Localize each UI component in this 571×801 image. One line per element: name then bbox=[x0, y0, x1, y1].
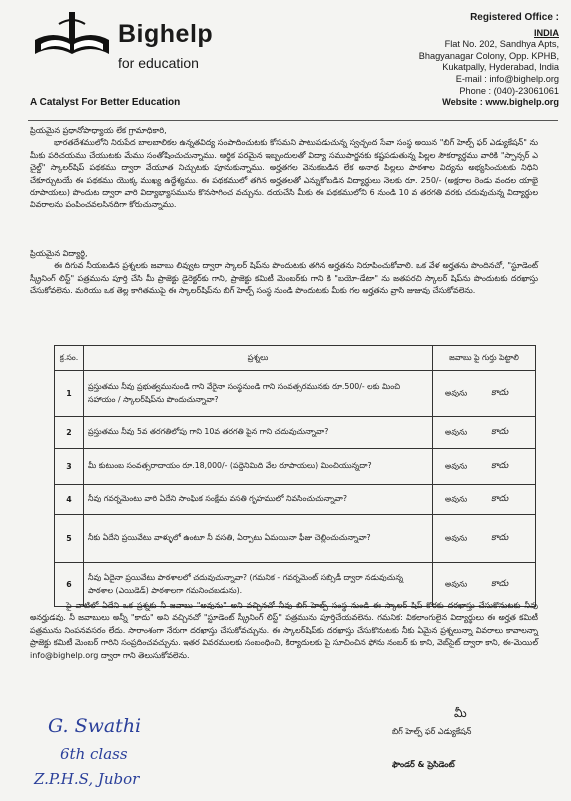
row-number: 5 bbox=[55, 515, 84, 563]
salutation-headmaster: ప్రియమైన ప్రధానోపాధ్యాయ లేక గ్రామాధికారి, bbox=[30, 126, 167, 135]
answer-mark: కాదు bbox=[491, 493, 509, 504]
office-address-block bbox=[329, 12, 559, 109]
table-row bbox=[55, 515, 536, 563]
answer-yes: అవును bbox=[445, 388, 468, 397]
answer-yes: అవును bbox=[445, 461, 468, 470]
intro-paragraph: భారతదేశములోని నిరుపేద బాలబాలికల ఉన్నతవిద్య సంపాదించుటకు కోసమని పాటుపడుచున్న స్వచ్ఛంద సేవా సంస్థ అయిన "బిగ్ హెల్ప్ ఫర్ ఎడ్యుకేషన్" ను మీకు పరిచయము చేయుటకు మేము సంతోషించుచున్నాము. ఆర్థిక పరమైన ఇబ్బందులతో విద్యా సముపార్జనకు కష్టపడుతున్న పిల్లల సౌకర్యార్థము వారికి "స్పాన్సర్ ఎ చైల్డ్" స్కాలర్‌షిప్ పథకము ద్వారా వేయూత నిచ్చుటకు పూనుకున్నాము. అర్హతగల వెనుకబడిన లేక అనాథ పిల్లలు పాఠశాల విద్యను అభ్యసించుటకు నిధిని చేకూర్చుటయే ఈ పథకము యొక్క ముఖ్య ఉద్దేశ్యము. ఈ పథకములో తగిన అర్హతలతో ఎన్నుకోబడిన విద్యార్థులు నెలకు రూ. 250/- (అక్షరాల రెండు వందల యాభై రూపాయలు) పొందుట ద్వారా వారి విద్యాభ్యాసమును కొనసాగించ వచ్చును. దయచేసి మీకు ఈ పథకములోని 6 నుండి 10 వ తరగతి వరకు చదువుచున్న విద్యార్థుల వివరాలను పంపించవలసినదిగా కోరుచున్నాము. bbox=[30, 138, 538, 210]
answer-cell[interactable] bbox=[433, 485, 536, 515]
column-header-number: క్ర.సం. bbox=[55, 346, 84, 371]
answer-yes: అవును bbox=[445, 427, 468, 436]
letter-intro bbox=[30, 125, 538, 212]
question-text: ప్రస్తుతము నీవు ప్రభుత్వమునుండి గాని వేరైనా సంస్థనుండి గాని సంవత్సరమునకు రూ.500/- లకు మించి సహాయం / స్కాలర్‌షిప్‌ను పొందుచున్నావా? bbox=[84, 371, 433, 417]
answer-cell[interactable] bbox=[433, 449, 536, 485]
brand-name: Bighelp bbox=[118, 20, 214, 48]
handwritten-school: Z.P.H.S, Jubor bbox=[34, 770, 140, 788]
question-text: నీవు గవర్నమెంటు వారి ఏదేని సాంఘిక సంక్షేమ వసతి గృహములో నివసించుచున్నావా? bbox=[84, 485, 433, 515]
row-number: 3 bbox=[55, 449, 84, 485]
answer-mark: కాదు bbox=[491, 387, 509, 398]
row-number: 1 bbox=[55, 371, 84, 417]
office-phone: Phone : (040)-23061061 bbox=[459, 85, 559, 96]
answer-cell[interactable] bbox=[433, 515, 536, 563]
handwritten-class: 6th class bbox=[60, 745, 128, 763]
table-row bbox=[55, 449, 536, 485]
column-header-question: ప్రశ్నలు bbox=[84, 346, 433, 371]
office-address-line: Bhagyanagar Colony, Opp. KPHB, bbox=[418, 50, 559, 61]
answer-mark: కాదు bbox=[491, 426, 509, 437]
table-row bbox=[55, 371, 536, 417]
header-divider bbox=[28, 120, 558, 121]
closing-paragraph: పై వాటిలో ఏదేని ఒక ప్రశ్నకు నీ జవాబు "అవును" అని వచ్చినచో నీవు బిగ్ హెల్ప్ సంస్థ నుండి ఈ స్కాలర్ షిప్ కొరకు దరఖాస్తు చేసుకొనుటకు నీవు అనర్హుడవు. నీ జవాబులు అన్నీ "కాదు" అని వచ్చినచో "స్టూడెంట్ స్క్రీనింగ్ లిస్ట్" పత్రమును పూర్తిచేయవలెను. గమనిక: వికలాంగులైన విద్యార్థులు ఈ అర్హత కమిటీ పత్రమును నింపనవసరం లేదు. సారాంశంగా నేరుగా దరఖాస్తు చేసుకోవచ్చును. ఈ స్కాలర్‌షిప్‌కు దరఖాస్తు చేసుకొనుటకు నీకు ఏమైన ప్రశ్నలున్నా వివరాలు కావాలన్నా ప్రాజెక్టు కమిటీ మెంబర్‌ గారిని సంప్రదించవచ్చును. ఇతర వివరములకు సంబంధించి, కిర్యాదులకు పై సూచించిన ఫోను నంబర్ కు కాని, వెబ్‌సైట్ ద్వారా కాని, ఈ-మెయిల్ info@bighelp.org ద్వారా గాని తెలుసుకోవలెను. bbox=[30, 601, 538, 660]
office-address-line: Flat No. 202, Sandhya Apts, bbox=[444, 39, 559, 50]
table-row bbox=[55, 485, 536, 515]
question-text: మీ కుటుంబ సంవత్సరాదాయం రూ.18,000/- (పద్దెనిమిది వేల రూపాయలు) మించియున్నదా? bbox=[84, 449, 433, 485]
question-text: నీకు ఏదేని ప్రయివేటు వాళ్ళులో ఉంటూ నీ వసతి, ఏర్పాటు ఏమయినా ఫీజు చెల్లించుచున్నావా? bbox=[84, 515, 433, 563]
student-paragraph: ఈ దిగువ నీయబడిన ప్రశ్నలకు జవాబు లివ్వుట ద్వారా స్కాలర్ షిప్‌ను పొందుటకు తగిన అర్హతను నిరూపించుకోవాలి. ఒక వేళ అర్హతను పొందినచో, "స్టూడెంట్ స్క్రీనింగ్ లిస్ట్" పత్రమును పూర్తి చేసి మీ ప్రాజెక్టు డైరెక్టర్‌కు గాని, ప్రాజెక్టు కమిటీ మెంబర్‌కు గాని కి "బయో-డేటా" ను జతపరచి స్కాలర్ షిప్‌ను పొందుటకు దరఖాస్తు చేసుకోవలెను. మరియు ఒక తెల్ల కాగితముపై ఈ స్కాలర్‌షిప్‌ను బిగ్ హెల్ప్ సంస్థ నుండి పొందుటకు మీకు గల అర్హతను వ్రాసి జుజువు చేసుకోవలెను. bbox=[30, 261, 538, 296]
answer-yes: అవును bbox=[445, 579, 468, 588]
answer-mark: కాదు bbox=[491, 578, 509, 589]
handwritten-student-name: G. Swathi bbox=[48, 715, 142, 737]
book-pen-logo-icon bbox=[33, 10, 111, 64]
answer-yes: అవును bbox=[445, 533, 468, 542]
table-header-row bbox=[55, 346, 536, 371]
answer-yes: అవును bbox=[445, 494, 468, 503]
eligibility-questions-table bbox=[54, 345, 536, 607]
row-number: 6 bbox=[55, 563, 84, 607]
office-address-line: Kukatpally, Hyderabad, India bbox=[442, 62, 559, 73]
office-website: Website : www.bighelp.org bbox=[442, 97, 559, 108]
column-header-answer: జవాబు పై గుర్తు పెట్టాలి bbox=[433, 346, 536, 371]
table-row bbox=[55, 417, 536, 449]
row-number: 2 bbox=[55, 417, 84, 449]
signature-organization: బిగ్ హెల్ప్ ఫర్ ఎడ్యుకేషన్ bbox=[392, 727, 472, 736]
letter-student-section bbox=[30, 240, 538, 298]
answer-cell[interactable] bbox=[433, 417, 536, 449]
answer-mark: కాదు bbox=[491, 460, 509, 471]
signature-role: ఫౌండర్ & ప్రెసిడెంట్ bbox=[392, 760, 455, 769]
brand-subtitle: for education bbox=[118, 55, 199, 71]
office-title: Registered Office : bbox=[470, 12, 559, 23]
office-email: E-mail : info@bighelp.org bbox=[455, 73, 559, 84]
office-country: INDIA bbox=[533, 27, 559, 38]
answer-mark: కాదు bbox=[491, 532, 509, 543]
tagline: A Catalyst For Better Education bbox=[30, 97, 181, 108]
question-text: నీవు ఏదైనా ప్రయివేటు పాఠశాలలో చదువుచున్నావా? (గమనిక - గవర్నమెంట్ సబ్సిడీ ద్వారా నడువుచున్న పాఠశాల (ఎయిడెడ్) పాఠశాలగా గమనించబడును). bbox=[84, 563, 433, 607]
question-text: ప్రస్తుతము నీవు 5వ తరగతిలోపు గాని 10వ తరగతి పైన గాని చదువుచున్నావా? bbox=[84, 417, 433, 449]
salutation-student: ప్రియమైన విద్యార్థి, bbox=[30, 249, 88, 258]
row-number: 4 bbox=[55, 485, 84, 515]
answer-cell[interactable] bbox=[433, 371, 536, 417]
signature-mark: మీ bbox=[454, 706, 467, 720]
